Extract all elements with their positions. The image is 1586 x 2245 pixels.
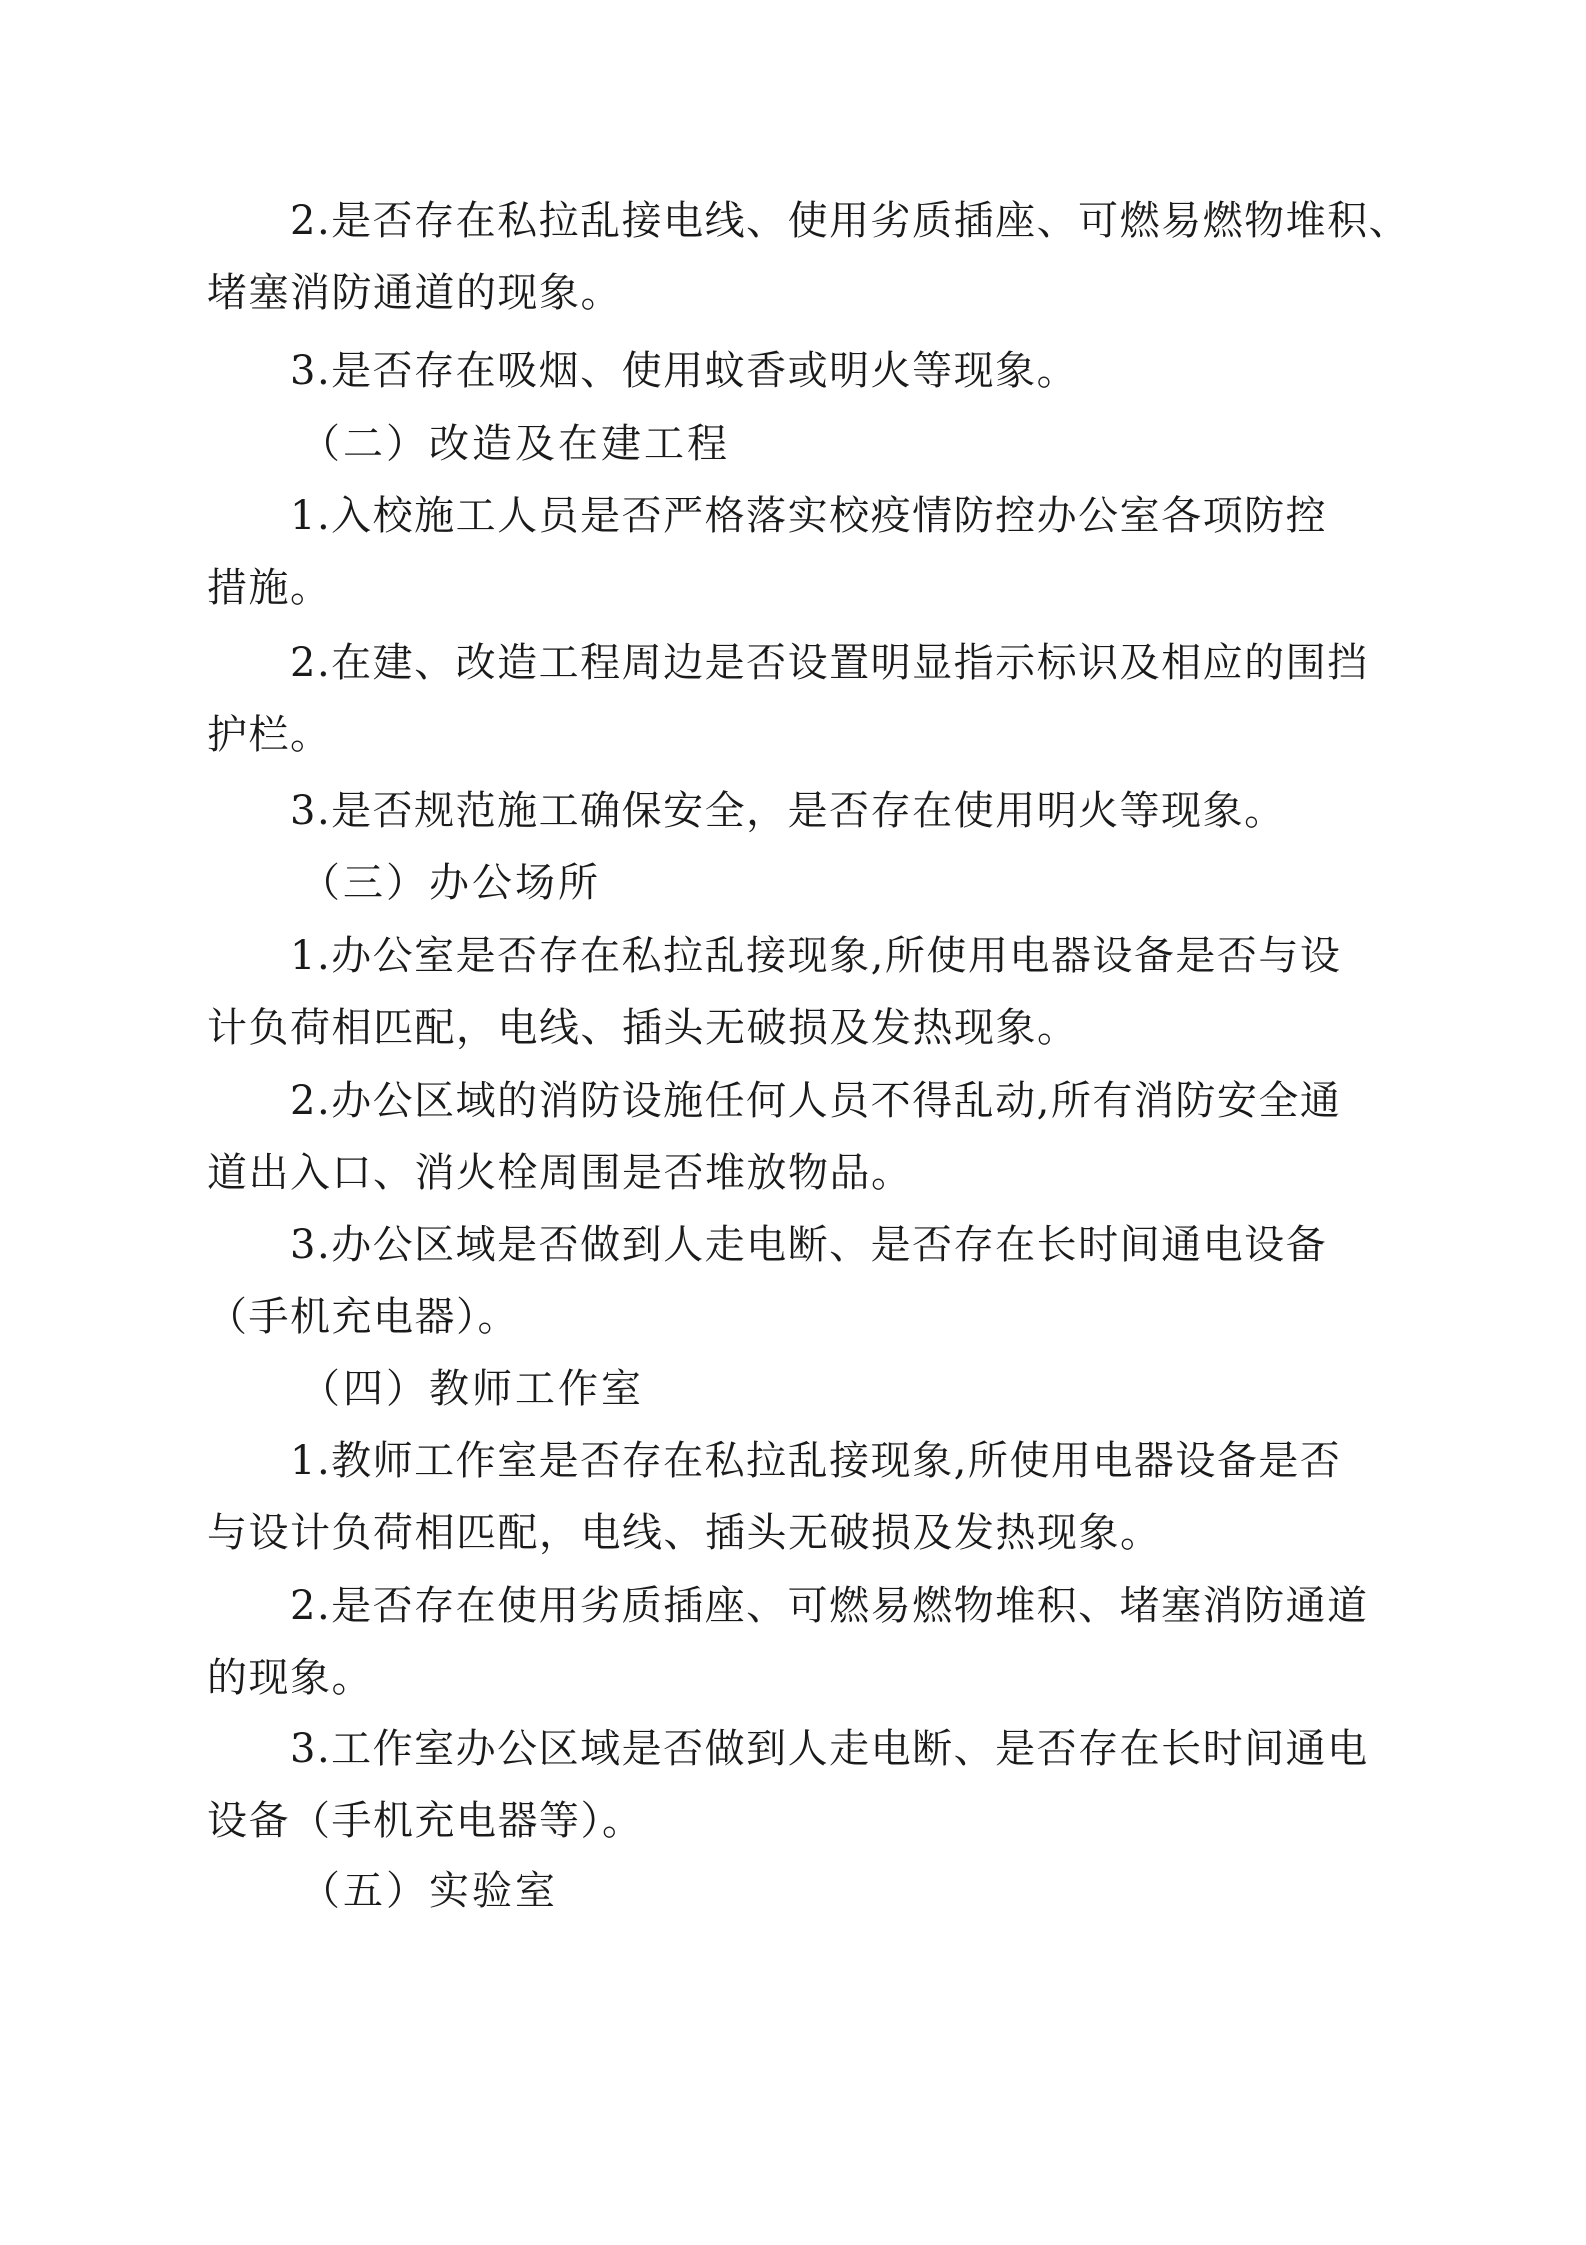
paragraph-line: 2.办公区域的消防设施任何人员不得乱动,所有消防安全通 <box>290 1078 1342 1124</box>
paragraph-line: 3.是否规范施工确保安全，是否存在使用明火等现象。 <box>290 788 1286 834</box>
list-item <box>0 1437 1342 1557</box>
section-heading-text: （五）实验室 <box>300 1868 558 1914</box>
section-heading-text: （四）教师工作室 <box>300 1366 644 1412</box>
section-heading <box>0 859 601 907</box>
list-item <box>0 639 1369 759</box>
paragraph-line: 计负荷相匹配，电线、插头无破损及发热现象。 <box>207 1005 1079 1051</box>
paragraph-line: 设备（手机充电器等）。 <box>207 1798 644 1844</box>
paragraph-line: 2.是否存在使用劣质插座、可燃易燃物堆积、堵塞消防通道 <box>290 1583 1369 1629</box>
paragraph-line: 与设计负荷相匹配，电线、插头无破损及发热现象。 <box>207 1510 1162 1556</box>
paragraph-line: 堵塞消防通道的现象。 <box>207 270 622 316</box>
list-item <box>0 1582 1369 1702</box>
section-heading-text: （三）办公场所 <box>300 860 601 906</box>
paragraph-line: 道出入口、消火栓周围是否堆放物品。 <box>207 1150 913 1196</box>
section-heading-text: （二）改造及在建工程 <box>300 421 730 467</box>
list-item <box>0 347 1079 395</box>
list-item <box>0 787 1286 835</box>
list-item <box>0 492 1328 612</box>
paragraph-line: 3.工作室办公区域是否做到人走电断、是否存在长时间通电 <box>290 1726 1369 1772</box>
paragraph-line: 1.入校施工人员是否严格落实校疫情防控办公室各项防控 <box>290 493 1328 539</box>
list-item <box>0 1221 1328 1341</box>
paragraph-line: 1.教师工作室是否存在私拉乱接现象,所使用电器设备是否 <box>290 1438 1342 1484</box>
paragraph-line: 3.是否存在吸烟、使用蚊香或明火等现象。 <box>290 348 1079 394</box>
section-heading <box>0 1867 558 1915</box>
list-item <box>0 932 1342 1052</box>
paragraph-line: 的现象。 <box>207 1655 373 1701</box>
paragraph-line: 3.办公区域是否做到人走电断、是否存在长时间通电设备 <box>290 1222 1328 1268</box>
paragraph-line: 护栏。 <box>207 712 332 758</box>
paragraph-line: 2.是否存在私拉乱接电线、使用劣质插座、可燃易燃物堆积、 <box>290 198 1411 244</box>
paragraph-line: （手机充电器）。 <box>207 1294 519 1340</box>
list-item <box>0 1725 1369 1845</box>
list-item <box>0 197 1411 317</box>
paragraph-line: 措施。 <box>207 565 332 611</box>
paragraph-line: 2.在建、改造工程周边是否设置明显指示标识及相应的围挡 <box>290 640 1369 686</box>
section-heading <box>0 420 730 468</box>
list-item <box>0 1077 1342 1197</box>
paragraph-line: 1.办公室是否存在私拉乱接现象,所使用电器设备是否与设 <box>290 933 1342 979</box>
section-heading <box>0 1365 644 1413</box>
